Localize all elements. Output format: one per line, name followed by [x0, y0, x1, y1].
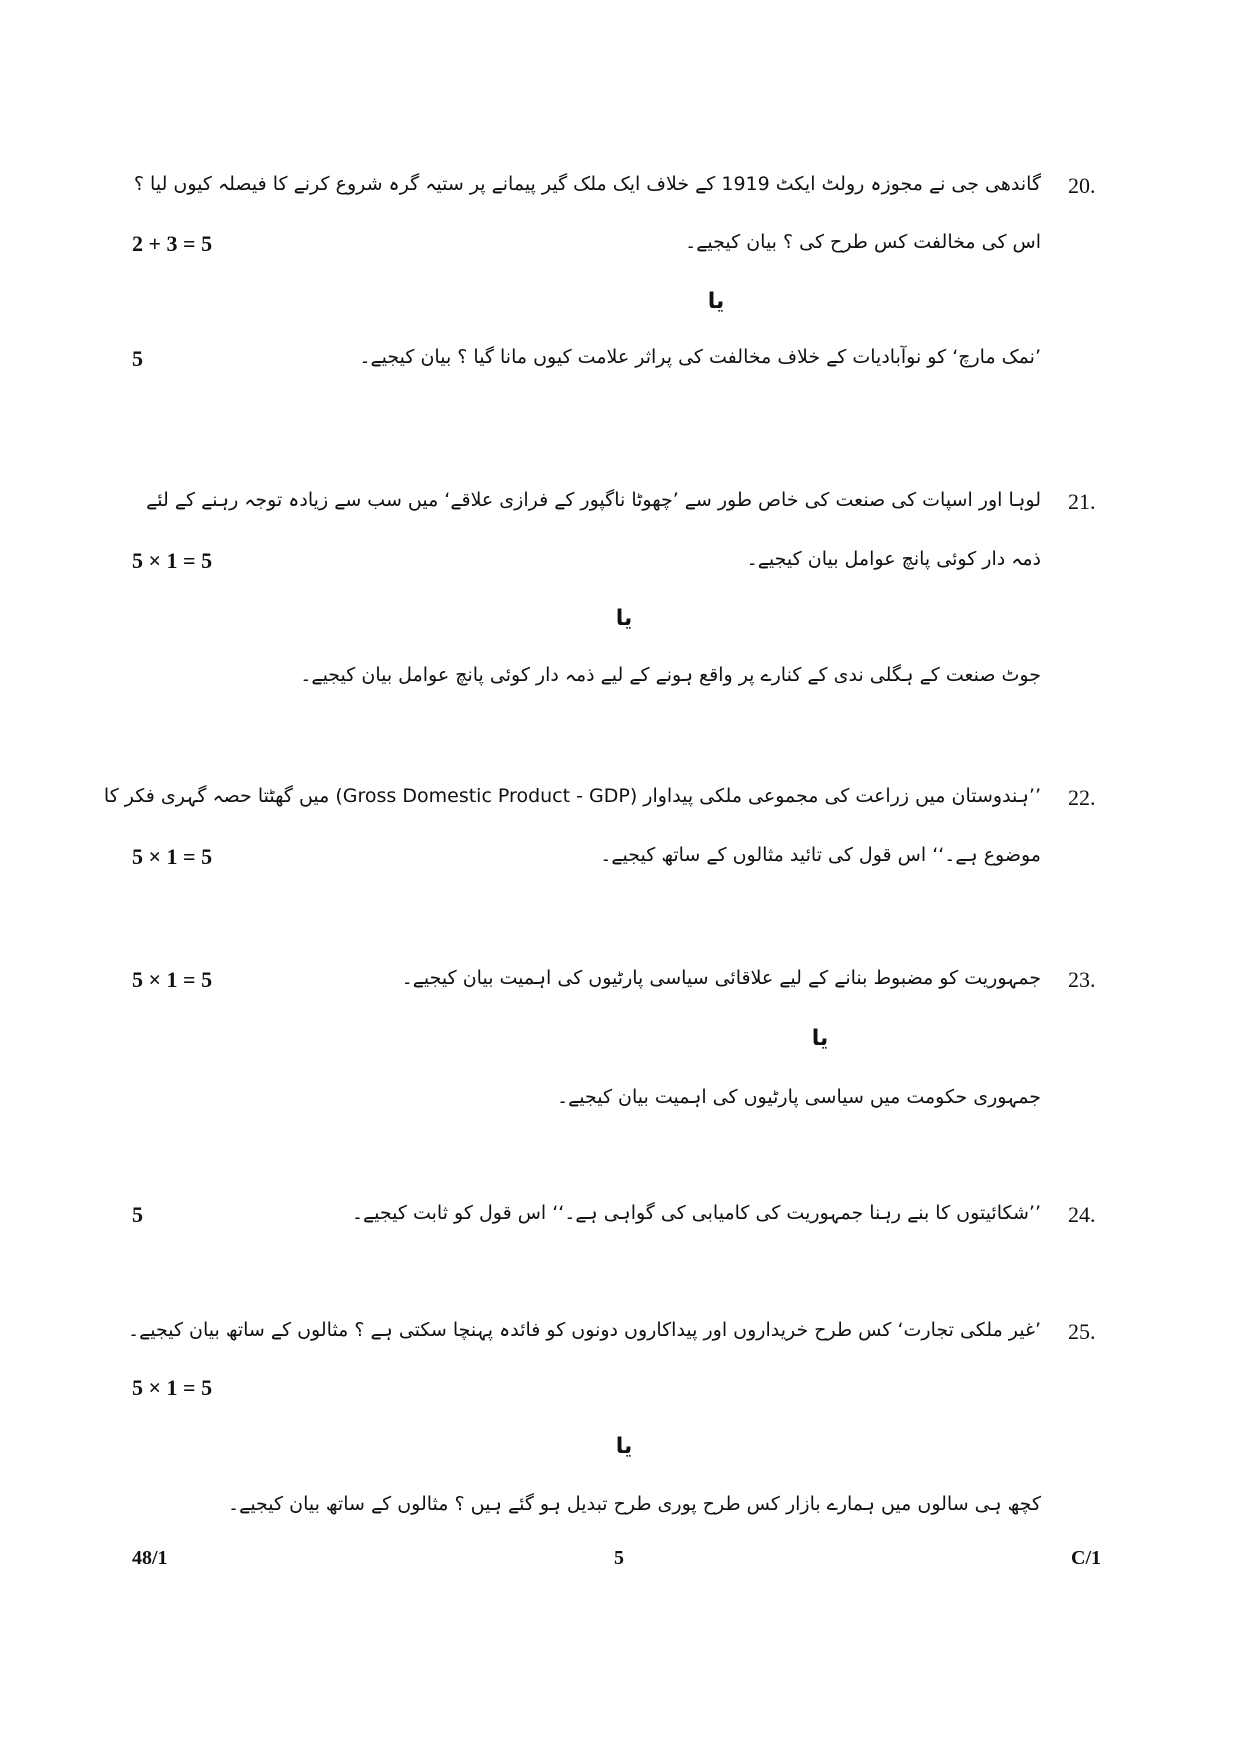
paper-code: 48/1 [132, 1547, 168, 1569]
alternative-question-text: ’نمک مارچ‘ کو نوآبادیات کے خلاف مخالفت کی پراثر علامت کیوں مانا گیا ؟ بیان کیجیے۔ [359, 346, 1041, 368]
question-number: 20. [1068, 173, 1096, 198]
question-text: لوہا اور اسپات کی صنعت کی خاص طور سے ’چھوٹا ناگپور کے فرازی علاقے‘ میں سب سے زیادہ توجہ رہنے کے لئے [146, 489, 1041, 511]
question-number: 23. [1068, 967, 1096, 992]
marks-label: 5 × 1 = 5 [132, 844, 213, 869]
or-separator: یا [615, 606, 633, 631]
question-number: 24. [1068, 1202, 1096, 1227]
marks-label: 5 [132, 1202, 143, 1227]
question-text: ذمہ دار کوئی پانچ عوامل بیان کیجیے۔ [746, 548, 1041, 570]
set-code: C/1 [1071, 1547, 1101, 1569]
or-separator: یا [811, 1026, 829, 1051]
question-text: موضوع ہے۔‘‘ اس قول کی تائید مثالوں کے ساتھ کیجیے۔ [600, 844, 1041, 866]
question-number: 22. [1068, 785, 1096, 810]
page-number: 5 [614, 1547, 624, 1569]
question-text: ’’شکائیتوں کا بنے رہنا جمہوریت کی کامیابی کی گواہی ہے۔‘‘ اس قول کو ثابت کیجیے۔ [351, 1202, 1041, 1224]
marks-label: 2 + 3 = 5 [132, 231, 213, 256]
alternative-question-text: جمہوری حکومت میں سیاسی پارٹیوں کی اہمیت بیان کیجیے۔ [556, 1086, 1041, 1108]
question-text: ’’ہندوستان میں زراعت کی مجموعی ملکی پیداوار (Gross Domestic Product - GDP) میں گھٹتا حصہ گہری فکر کا [103, 785, 1041, 807]
or-separator: یا [615, 1434, 633, 1459]
question-text: گاندھی جی نے مجوزہ رولٹ ایکٹ 1919 کے خلاف ایک ملک گیر پیمانے پر ستیہ گرہ شروع کرنے کا فیصلہ کیوں لیا ؟ [133, 173, 1041, 195]
question-text: اس کی مخالفت کس طرح کی ؟ بیان کیجیے۔ [685, 231, 1041, 253]
alternative-question-text: کچھ ہی سالوں میں ہمارے بازار کس طرح پوری طرح تبدیل ہو گئے ہیں ؟ مثالوں کے ساتھ بیان کیجیے۔ [228, 1493, 1041, 1515]
question-number: 25. [1068, 1319, 1096, 1344]
alternative-question-text: جوٹ صنعت کے ہگلی ندی کے کنارے پر واقع ہونے کے لیے ذمہ دار کوئی پانچ عوامل بیان کیجیے۔ [300, 664, 1041, 686]
marks-label: 5 × 1 = 5 [132, 1375, 213, 1400]
question-number: 21. [1068, 489, 1096, 514]
marks-label: 5 × 1 = 5 [132, 548, 213, 573]
or-separator: یا [707, 289, 725, 314]
question-text: جمہوریت کو مضبوط بنانے کے لیے علاقائی سیاسی پارٹیوں کی اہمیت بیان کیجیے۔ [401, 967, 1041, 989]
marks-label: 5 [132, 346, 143, 371]
question-text: ’غیر ملکی تجارت‘ کس طرح خریداروں اور پیداکاروں دونوں کو فائدہ پہنچا سکتی ہے ؟ مثالوں کے ساتھ بیان کیجیے۔ [127, 1319, 1041, 1341]
marks-label: 5 × 1 = 5 [132, 967, 213, 992]
